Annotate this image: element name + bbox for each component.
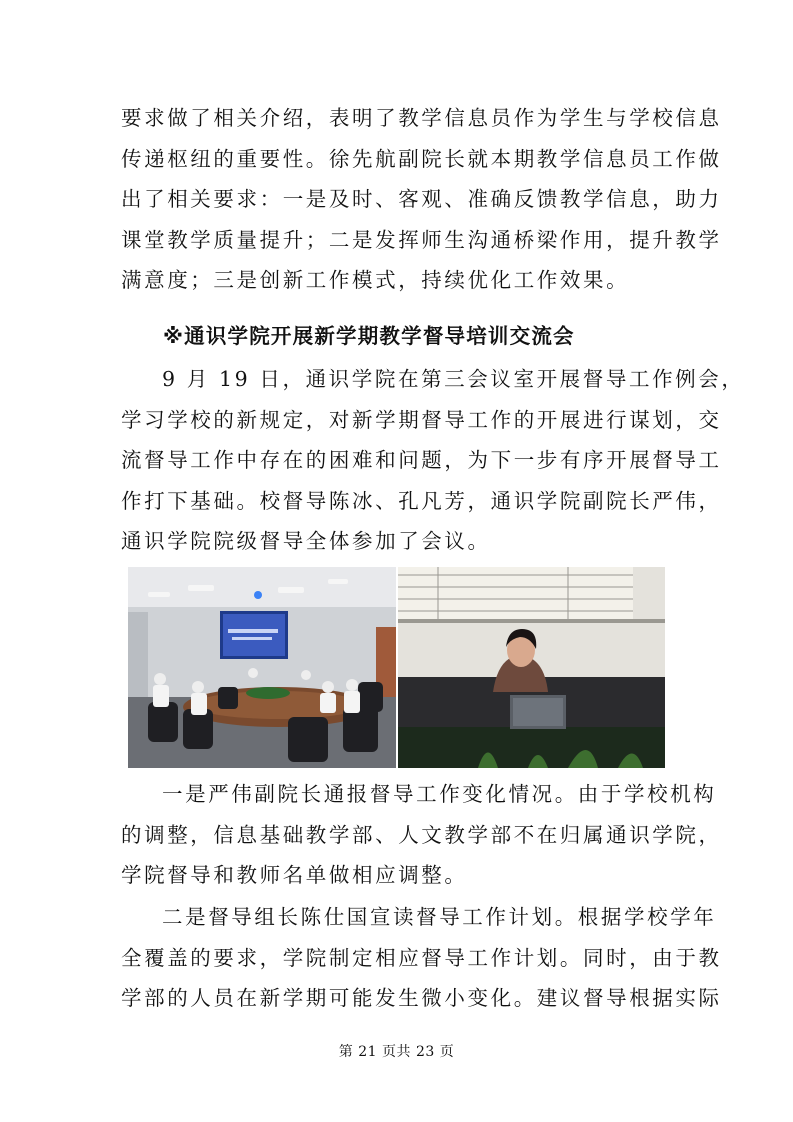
text-line: 的调整，信息基础教学部、人文教学部不在归属通识学院， <box>121 822 722 847</box>
paragraph-point-two <box>121 897 722 1019</box>
text-line: 学部的人员在新学期可能发生微小变化。建议督导根据实际 <box>121 986 722 1010</box>
text-line: 满意度；三是创新工作模式，持续优化工作效果。 <box>121 268 630 292</box>
section-heading: ※通识学院开展新学期教学督导培训交流会 <box>163 324 575 348</box>
text-line: 二是督导组长陈仕国宣读督导工作计划。根据学校学年 <box>162 905 717 929</box>
text-line: 课堂教学质量提升；二是发挥师生沟通桥梁作用，提升教学 <box>121 227 722 252</box>
text-line: 通识学院院级督导全体参加了会议。 <box>121 529 491 553</box>
text-line: 9 月 19 日，通识学院在第三会议室开展督导工作例会， <box>162 367 745 391</box>
text-line: 要求做了相关介绍，表明了教学信息员作为学生与学校信息 <box>121 106 722 130</box>
meeting-photos <box>128 567 665 768</box>
page-number-footer: 第 21 页共 23 页 <box>338 1044 455 1060</box>
paragraph-top <box>121 98 722 301</box>
text-line: 流督导工作中存在的困难和问题，为下一步有序开展督导工 <box>121 448 722 472</box>
text-line: 出了相关要求：一是及时、客观、准确反馈教学信息，助力 <box>121 187 722 211</box>
paragraph-point-one <box>121 774 722 896</box>
text-line: 学院督导和教师名单做相应调整。 <box>121 863 468 887</box>
text-line: 一是严伟副院长通报督导工作变化情况。由于学校机构 <box>162 782 717 806</box>
text-line: 传递枢纽的重要性。徐先航副院长就本期教学信息员工作做 <box>121 146 722 171</box>
text-line: 作打下基础。校督导陈冰、孔凡芳，通识学院副院长严伟， <box>121 488 722 513</box>
text-line: 全覆盖的要求，学院制定相应督导工作计划。同时，由于教 <box>121 945 722 970</box>
paragraph-intro <box>121 359 745 562</box>
meeting-room-photo <box>128 567 396 768</box>
speaker-photo <box>398 567 665 768</box>
text-line: 学习学校的新规定，对新学期督导工作的开展进行谋划，交 <box>121 407 722 432</box>
